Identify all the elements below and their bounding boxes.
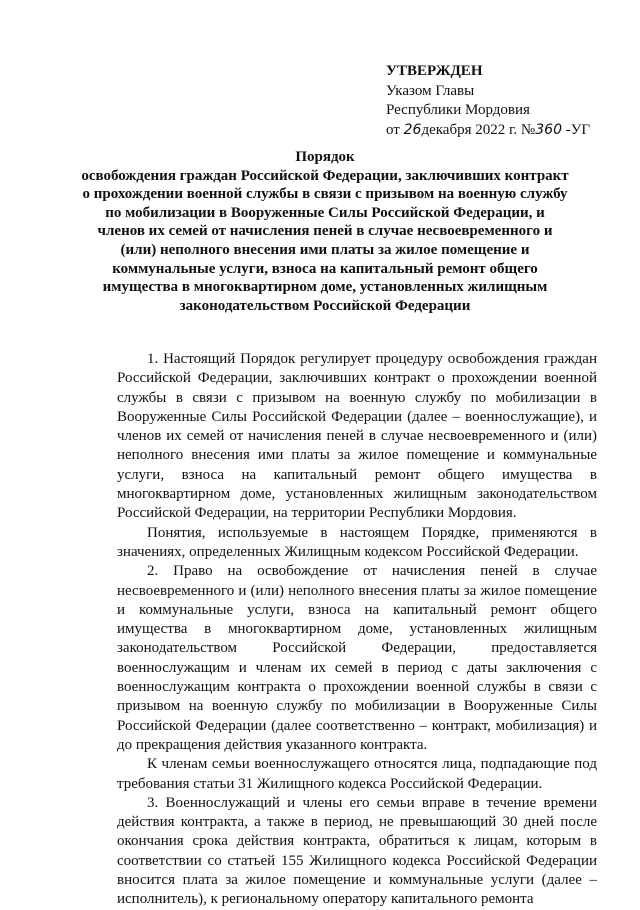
approval-line-republic: Республики Мордовия (386, 102, 530, 118)
paragraph-3: 2. Право на освобождение от начисления пеней в случае несвоевременного и (или) неполного внесения платы за жилое помещение и коммунальные услуги, взноса на капитальный ремонт общего имущества в многоквартирном доме, установленных жилищным законодательством Российской Федерации, предоставляется военнослужащим и членам их семей в период с даты заключения с военнослужащим контракта о прохождении военной службы в связи с призывом на военную службу по мобилизации в Вооруженные Силы Российской Федерации (далее соответственно – контракт, мобилизация) и до прекращения действия указанного контракта. (117, 563, 597, 753)
document-title (80, 148, 570, 315)
date-middle: декабря 2022 г. № (421, 121, 536, 138)
date-prefix: от (386, 121, 400, 138)
paragraph-4: К членам семьи военнослужащего относятся лица, подпадающие под требования статьи 31 Жилищного кодекса Российской Федерации. (117, 756, 597, 792)
title-text: освобождения граждан Российской Федерации, заключивших контракт о прохождении военной службы в связи с призывом на военную службу по мобилизации в Вооруженные Силы Российской Федерации, и членов их семей от начисления пеней в случае несвоевременного и (или) неполного внесения ими платы за жилое помещение и коммунальные услуги, взноса на капитальный ремонт общего имущества в многоквартирном доме, установленных жилищным законодательством Российской Федерации (81, 167, 569, 314)
approval-date-line (386, 121, 590, 141)
document-body (117, 350, 597, 910)
date-day-handwritten: 26 (403, 121, 422, 138)
title-word: Порядок (295, 149, 355, 165)
approval-line-decree: Указом Главы (386, 82, 475, 99)
decree-number-handwritten: 360 (535, 121, 562, 138)
approval-block (386, 62, 590, 140)
paragraph-1: 1. Настоящий Порядок регулирует процедуру освобождения граждан Российской Федерации, заключивших контракт о прохождении военной службы в связи с призывом на военную службу по мобилизации в Вооруженные Силы Российской Федерации (далее – военнослужащие), и членов их семей от начисления пеней в случае несвоевременного и (или) неполного внесения ими платы за жилое помещение и коммунальные услуги, взноса на капитальный ремонт общего имущества в многоквартирном доме, установленных жилищным законодательством Российской Федерации, на территории Республики Мордовия. (117, 351, 597, 522)
approval-heading: УТВЕРЖДЕН (386, 63, 483, 79)
paragraph-5: 3. Военнослужащий и члены его семьи вправе в течение времени действия контракта, а также в период, не превышающий 30 дней после окончания срока действия контракта, обратиться к лицам, которым в соответствии со статьей 155 Жилищного кодекса Российской Федерации вносится плата за жилое помещение и коммунальные услуги (далее – исполнитель), к региональному оператору капитального ремонта (117, 794, 597, 908)
decree-suffix: -УГ (565, 121, 591, 138)
paragraph-2: Понятия, используемые в настоящем Порядке, применяются в значениях, определенных Жилищным кодексом Российской Федерации. (117, 524, 597, 560)
